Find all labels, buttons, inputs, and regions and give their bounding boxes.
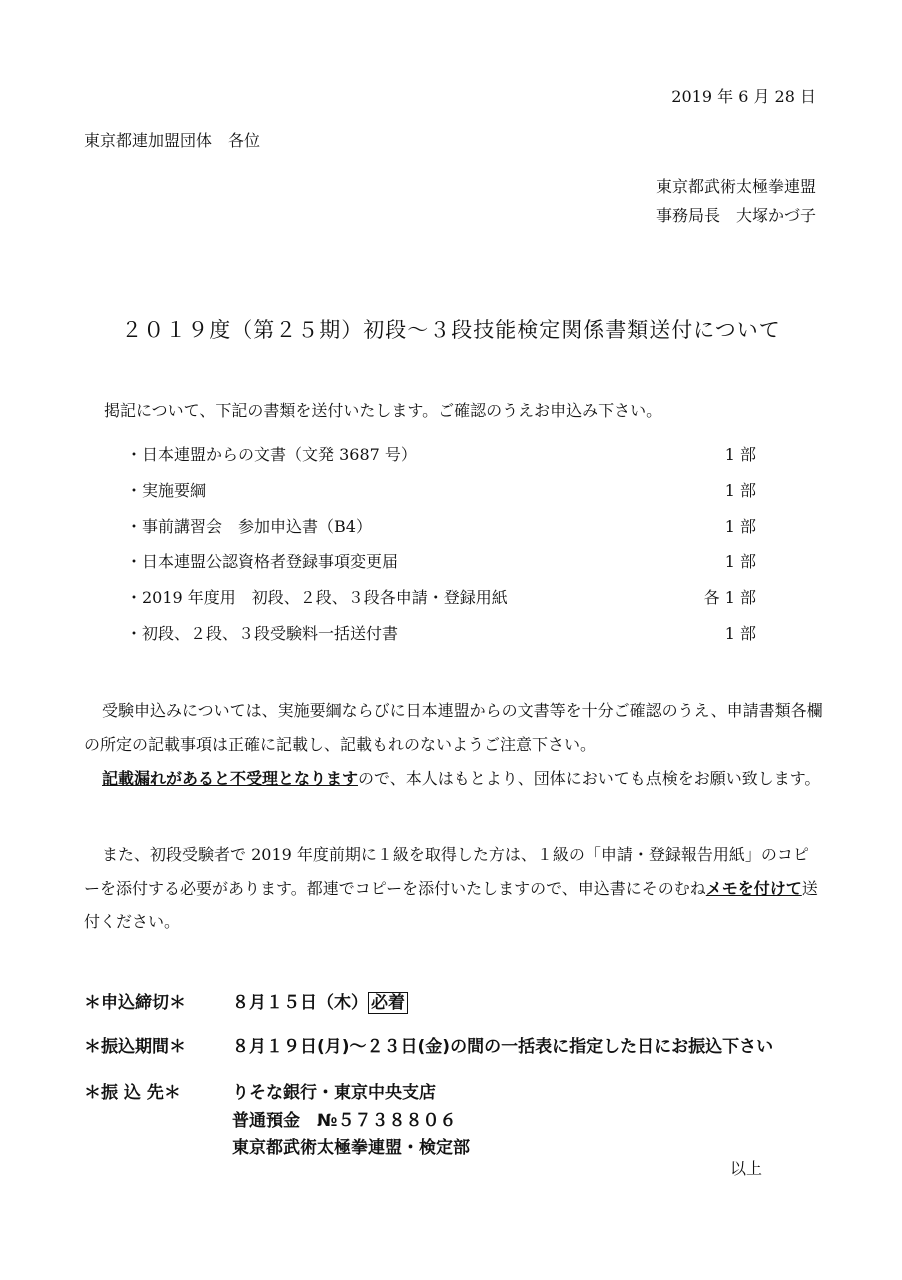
list-item-count: 1 部	[724, 517, 756, 536]
list-item	[126, 621, 756, 645]
document-date: 2019 年 6 月 28 日	[671, 87, 816, 106]
emphasis-not-accepted: 記載漏れがあると不受理となります	[102, 769, 359, 788]
deadline-value: ８月１５日（木）	[232, 993, 368, 1013]
list-item	[126, 585, 756, 609]
closing-mark: 以上	[730, 1159, 763, 1178]
list-item	[126, 514, 756, 538]
list-item-count: 1 部	[724, 481, 756, 500]
list-item-label: ・日本連盟からの文書（文発 3687 号）	[126, 445, 417, 464]
sender-person: 事務局長 大塚かづ子	[655, 206, 816, 225]
payment-period-label: ＊振込期間＊	[84, 1037, 186, 1057]
body-paragraph-3-text-b: 送付ください。	[84, 878, 818, 931]
list-item-count: 1 部	[724, 624, 756, 643]
list-item-count: 1 部	[724, 445, 756, 464]
list-item-count: 1 部	[724, 552, 756, 571]
bank-label: ＊振 込 先＊	[84, 1083, 181, 1103]
list-item-label: ・日本連盟公認資格者登録事項変更届	[126, 552, 399, 571]
deadline-value-wrap	[232, 988, 408, 1013]
bank-line-1: りそな銀行・東京中央支店	[232, 1083, 436, 1103]
body-paragraph-1	[84, 694, 824, 761]
document-title: ２０１９度（第２５期）初段～３段技能検定関係書類送付について	[121, 318, 781, 342]
body-paragraph-3-text-a: また、初段受験者で 2019 年度前期に１級を取得した方は、１級の「申請・登録報告用紙」のコピーを添付する必要があります。都連でコピーを添付いたしますので、申込書にそのむね	[84, 845, 809, 898]
body-paragraph-2	[84, 762, 824, 796]
deadline-label: ＊申込締切＊	[84, 993, 186, 1013]
list-item	[126, 549, 756, 573]
list-item	[126, 442, 756, 466]
deadline-badge: 必着	[368, 992, 408, 1014]
body-paragraph-1-text: 受験申込みについては、実施要綱ならびに日本連盟からの文書等を十分ご確認のうえ、申請書類各欄の所定の記載事項は正確に記載し、記載もれのないようご注意下さい。	[84, 701, 823, 754]
body-paragraph-3	[84, 838, 824, 939]
list-item-label: ・2019 年度用 初段、２段、３段各申請・登録用紙	[126, 588, 508, 607]
list-item-label: ・初段、２段、３段受験料一括送付書	[126, 624, 399, 643]
bank-line-2: 普通預金 №５７３８８０６	[232, 1111, 457, 1131]
body-paragraph-2-text: ので、本人はもとより、団体においても点検をお願い致します。	[358, 769, 821, 788]
list-item-label: ・事前講習会 参加申込書（B4）	[126, 517, 372, 536]
list-item	[126, 478, 756, 502]
list-item-count: 各 1 部	[703, 588, 756, 607]
sender-org: 東京都武術太極拳連盟	[655, 177, 816, 196]
intro-text: 掲記について、下記の書類を送付いたします。ご確認のうえお申込み下さい。	[104, 401, 663, 420]
emphasis-attach-memo: メモを付けて	[705, 878, 802, 898]
list-item-label: ・実施要綱	[126, 481, 207, 500]
payment-period-value: ８月１９日(月)～２３日(金)の間の一括表に指定した日にお振込下さい	[232, 1037, 774, 1057]
bank-line-3: 東京都武術太極拳連盟・検定部	[232, 1138, 470, 1158]
recipient: 東京都連加盟団体 各位	[84, 131, 261, 150]
